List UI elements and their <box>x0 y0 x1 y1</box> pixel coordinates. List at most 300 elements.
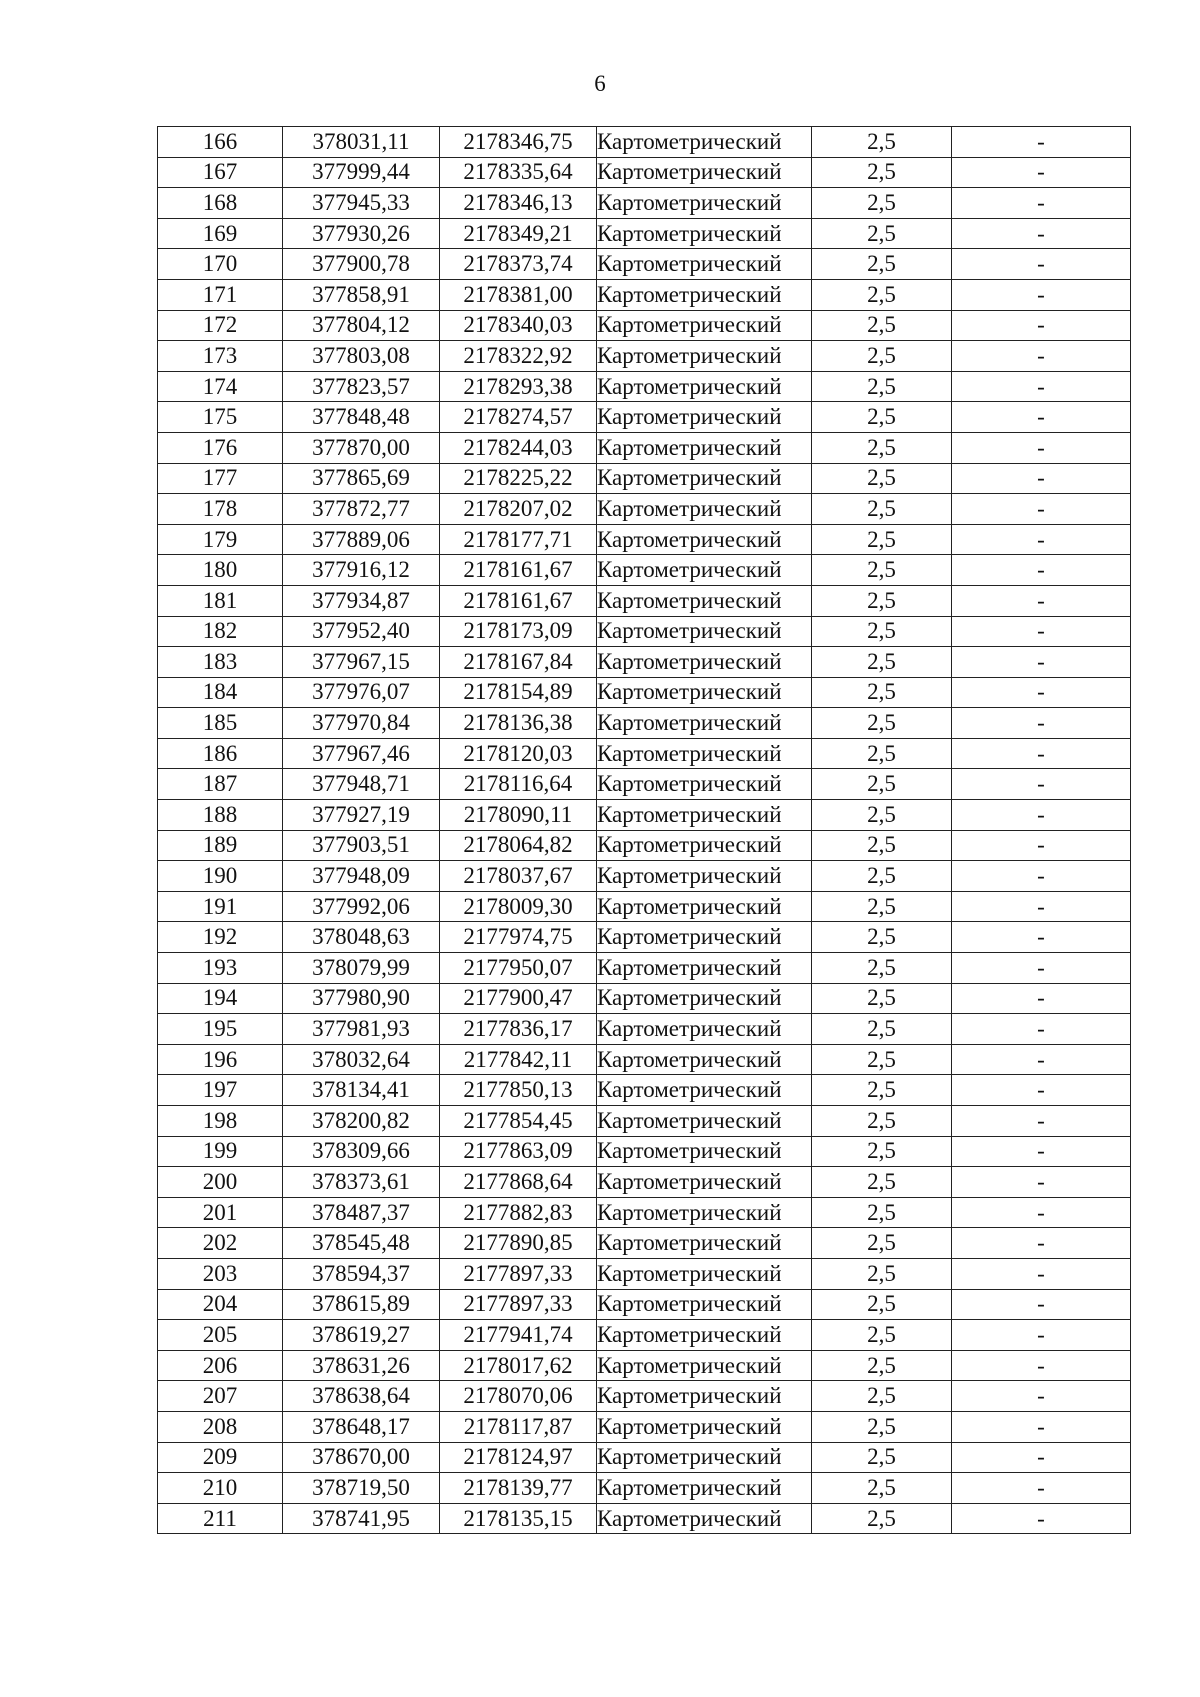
description-cell: - <box>952 769 1131 800</box>
table-row <box>158 800 1131 831</box>
x-coordinate-cell: 377804,12 <box>283 310 440 341</box>
description-cell: - <box>952 677 1131 708</box>
point-number-cell: 194 <box>158 983 283 1014</box>
point-number-cell: 191 <box>158 891 283 922</box>
description-cell: - <box>952 555 1131 586</box>
accuracy-cell: 2,5 <box>812 830 952 861</box>
method-cell: Картометрический <box>597 1197 812 1228</box>
table-row <box>158 1106 1131 1137</box>
point-number-cell: 200 <box>158 1167 283 1198</box>
method-cell: Картометрический <box>597 524 812 555</box>
x-coordinate-cell: 377934,87 <box>283 585 440 616</box>
point-number-cell: 203 <box>158 1258 283 1289</box>
point-number-cell: 210 <box>158 1473 283 1504</box>
point-number-cell: 197 <box>158 1075 283 1106</box>
description-cell: - <box>952 494 1131 525</box>
accuracy-cell: 2,5 <box>812 218 952 249</box>
y-coordinate-cell: 2177882,83 <box>440 1197 597 1228</box>
method-cell: Картометрический <box>597 861 812 892</box>
point-number-cell: 193 <box>158 953 283 984</box>
x-coordinate-cell: 378048,63 <box>283 922 440 953</box>
accuracy-cell: 2,5 <box>812 677 952 708</box>
description-cell: - <box>952 1167 1131 1198</box>
table-row <box>158 1473 1131 1504</box>
table-row <box>158 249 1131 280</box>
x-coordinate-cell: 378594,37 <box>283 1258 440 1289</box>
method-cell: Картометрический <box>597 1503 812 1534</box>
x-coordinate-cell: 377976,07 <box>283 677 440 708</box>
point-number-cell: 186 <box>158 738 283 769</box>
description-cell: - <box>952 127 1131 158</box>
x-coordinate-cell: 378719,50 <box>283 1473 440 1504</box>
x-coordinate-cell: 377948,71 <box>283 769 440 800</box>
table-row <box>158 1228 1131 1259</box>
point-number-cell: 202 <box>158 1228 283 1259</box>
description-cell: - <box>952 1136 1131 1167</box>
description-cell: - <box>952 922 1131 953</box>
description-cell: - <box>952 1228 1131 1259</box>
table-row <box>158 585 1131 616</box>
x-coordinate-cell: 377967,15 <box>283 647 440 678</box>
method-cell: Картометрический <box>597 371 812 402</box>
description-cell: - <box>952 1473 1131 1504</box>
method-cell: Картометрический <box>597 249 812 280</box>
method-cell: Картометрический <box>597 555 812 586</box>
y-coordinate-cell: 2178346,13 <box>440 188 597 219</box>
point-number-cell: 189 <box>158 830 283 861</box>
accuracy-cell: 2,5 <box>812 524 952 555</box>
point-number-cell: 187 <box>158 769 283 800</box>
point-number-cell: 184 <box>158 677 283 708</box>
point-number-cell: 196 <box>158 1044 283 1075</box>
y-coordinate-cell: 2177897,33 <box>440 1289 597 1320</box>
x-coordinate-cell: 377916,12 <box>283 555 440 586</box>
point-number-cell: 188 <box>158 800 283 831</box>
y-coordinate-cell: 2178207,02 <box>440 494 597 525</box>
table-row <box>158 1197 1131 1228</box>
description-cell: - <box>952 524 1131 555</box>
x-coordinate-cell: 377970,84 <box>283 708 440 739</box>
point-number-cell: 179 <box>158 524 283 555</box>
point-number-cell: 177 <box>158 463 283 494</box>
x-coordinate-cell: 377981,93 <box>283 1014 440 1045</box>
description-cell: - <box>952 861 1131 892</box>
accuracy-cell: 2,5 <box>812 432 952 463</box>
x-coordinate-cell: 378200,82 <box>283 1106 440 1137</box>
table-row <box>158 1258 1131 1289</box>
table-row <box>158 279 1131 310</box>
description-cell: - <box>952 1289 1131 1320</box>
description-cell: - <box>952 891 1131 922</box>
description-cell: - <box>952 218 1131 249</box>
y-coordinate-cell: 2177950,07 <box>440 953 597 984</box>
method-cell: Картометрический <box>597 494 812 525</box>
description-cell: - <box>952 341 1131 372</box>
table-row <box>158 738 1131 769</box>
point-number-cell: 198 <box>158 1106 283 1137</box>
point-number-cell: 201 <box>158 1197 283 1228</box>
point-number-cell: 209 <box>158 1442 283 1473</box>
description-cell: - <box>952 249 1131 280</box>
x-coordinate-cell: 378631,26 <box>283 1350 440 1381</box>
point-number-cell: 195 <box>158 1014 283 1045</box>
accuracy-cell: 2,5 <box>812 279 952 310</box>
point-number-cell: 183 <box>158 647 283 678</box>
method-cell: Картометрический <box>597 1014 812 1045</box>
table-row <box>158 677 1131 708</box>
y-coordinate-cell: 2178064,82 <box>440 830 597 861</box>
x-coordinate-cell: 377903,51 <box>283 830 440 861</box>
table-row <box>158 1014 1131 1045</box>
method-cell: Картометрический <box>597 188 812 219</box>
accuracy-cell: 2,5 <box>812 953 952 984</box>
method-cell: Картометрический <box>597 310 812 341</box>
x-coordinate-cell: 377858,91 <box>283 279 440 310</box>
table-row <box>158 555 1131 586</box>
accuracy-cell: 2,5 <box>812 1258 952 1289</box>
accuracy-cell: 2,5 <box>812 1228 952 1259</box>
method-cell: Картометрический <box>597 1228 812 1259</box>
method-cell: Картометрический <box>597 1075 812 1106</box>
accuracy-cell: 2,5 <box>812 1289 952 1320</box>
coordinates-table <box>157 126 1131 1534</box>
page-number: 6 <box>594 71 606 96</box>
table-row <box>158 616 1131 647</box>
table-row <box>158 1381 1131 1412</box>
method-cell: Картометрический <box>597 402 812 433</box>
description-cell: - <box>952 585 1131 616</box>
point-number-cell: 175 <box>158 402 283 433</box>
description-cell: - <box>952 279 1131 310</box>
y-coordinate-cell: 2178120,03 <box>440 738 597 769</box>
description-cell: - <box>952 1014 1131 1045</box>
y-coordinate-cell: 2177974,75 <box>440 922 597 953</box>
point-number-cell: 176 <box>158 432 283 463</box>
table-row <box>158 1503 1131 1534</box>
description-cell: - <box>952 310 1131 341</box>
x-coordinate-cell: 377945,33 <box>283 188 440 219</box>
coordinates-table-body <box>158 127 1131 1534</box>
y-coordinate-cell: 2177890,85 <box>440 1228 597 1259</box>
accuracy-cell: 2,5 <box>812 1442 952 1473</box>
table-row <box>158 1350 1131 1381</box>
description-cell: - <box>952 371 1131 402</box>
x-coordinate-cell: 377930,26 <box>283 218 440 249</box>
accuracy-cell: 2,5 <box>812 249 952 280</box>
y-coordinate-cell: 2178322,92 <box>440 341 597 372</box>
y-coordinate-cell: 2178090,11 <box>440 800 597 831</box>
y-coordinate-cell: 2178136,38 <box>440 708 597 739</box>
table-row <box>158 524 1131 555</box>
table-row <box>158 371 1131 402</box>
accuracy-cell: 2,5 <box>812 708 952 739</box>
accuracy-cell: 2,5 <box>812 1503 952 1534</box>
y-coordinate-cell: 2178373,74 <box>440 249 597 280</box>
description-cell: - <box>952 708 1131 739</box>
accuracy-cell: 2,5 <box>812 1350 952 1381</box>
description-cell: - <box>952 738 1131 769</box>
y-coordinate-cell: 2178349,21 <box>440 218 597 249</box>
y-coordinate-cell: 2178381,00 <box>440 279 597 310</box>
table-row <box>158 861 1131 892</box>
accuracy-cell: 2,5 <box>812 769 952 800</box>
table-row <box>158 708 1131 739</box>
y-coordinate-cell: 2178346,75 <box>440 127 597 158</box>
method-cell: Картометрический <box>597 800 812 831</box>
point-number-cell: 171 <box>158 279 283 310</box>
x-coordinate-cell: 377967,46 <box>283 738 440 769</box>
y-coordinate-cell: 2178274,57 <box>440 402 597 433</box>
point-number-cell: 199 <box>158 1136 283 1167</box>
method-cell: Картометрический <box>597 341 812 372</box>
accuracy-cell: 2,5 <box>812 983 952 1014</box>
description-cell: - <box>952 463 1131 494</box>
x-coordinate-cell: 378741,95 <box>283 1503 440 1534</box>
accuracy-cell: 2,5 <box>812 1197 952 1228</box>
table-row <box>158 402 1131 433</box>
x-coordinate-cell: 378545,48 <box>283 1228 440 1259</box>
x-coordinate-cell: 377948,09 <box>283 861 440 892</box>
method-cell: Картометрический <box>597 1289 812 1320</box>
description-cell: - <box>952 1106 1131 1137</box>
table-row <box>158 157 1131 188</box>
x-coordinate-cell: 377980,90 <box>283 983 440 1014</box>
accuracy-cell: 2,5 <box>812 555 952 586</box>
accuracy-cell: 2,5 <box>812 1411 952 1442</box>
accuracy-cell: 2,5 <box>812 1167 952 1198</box>
y-coordinate-cell: 2178340,03 <box>440 310 597 341</box>
y-coordinate-cell: 2178009,30 <box>440 891 597 922</box>
x-coordinate-cell: 377848,48 <box>283 402 440 433</box>
point-number-cell: 206 <box>158 1350 283 1381</box>
x-coordinate-cell: 378615,89 <box>283 1289 440 1320</box>
point-number-cell: 174 <box>158 371 283 402</box>
description-cell: - <box>952 1044 1131 1075</box>
method-cell: Картометрический <box>597 1167 812 1198</box>
table-row <box>158 1044 1131 1075</box>
accuracy-cell: 2,5 <box>812 1044 952 1075</box>
table-row <box>158 769 1131 800</box>
accuracy-cell: 2,5 <box>812 341 952 372</box>
x-coordinate-cell: 377952,40 <box>283 616 440 647</box>
table-row <box>158 1442 1131 1473</box>
point-number-cell: 211 <box>158 1503 283 1534</box>
table-row <box>158 432 1131 463</box>
description-cell: - <box>952 1350 1131 1381</box>
y-coordinate-cell: 2178017,62 <box>440 1350 597 1381</box>
table-row <box>158 1136 1131 1167</box>
point-number-cell: 182 <box>158 616 283 647</box>
accuracy-cell: 2,5 <box>812 1075 952 1106</box>
y-coordinate-cell: 2178173,09 <box>440 616 597 647</box>
point-number-cell: 180 <box>158 555 283 586</box>
method-cell: Картометрический <box>597 983 812 1014</box>
method-cell: Картометрический <box>597 1106 812 1137</box>
accuracy-cell: 2,5 <box>812 1136 952 1167</box>
method-cell: Картометрический <box>597 585 812 616</box>
point-number-cell: 192 <box>158 922 283 953</box>
description-cell: - <box>952 616 1131 647</box>
x-coordinate-cell: 377889,06 <box>283 524 440 555</box>
x-coordinate-cell: 378487,37 <box>283 1197 440 1228</box>
point-number-cell: 170 <box>158 249 283 280</box>
method-cell: Картометрический <box>597 218 812 249</box>
point-number-cell: 167 <box>158 157 283 188</box>
accuracy-cell: 2,5 <box>812 585 952 616</box>
point-number-cell: 208 <box>158 1411 283 1442</box>
x-coordinate-cell: 378638,64 <box>283 1381 440 1412</box>
y-coordinate-cell: 2178293,38 <box>440 371 597 402</box>
y-coordinate-cell: 2178335,64 <box>440 157 597 188</box>
method-cell: Картометрический <box>597 463 812 494</box>
description-cell: - <box>952 1381 1131 1412</box>
description-cell: - <box>952 983 1131 1014</box>
method-cell: Картометрический <box>597 708 812 739</box>
accuracy-cell: 2,5 <box>812 1014 952 1045</box>
description-cell: - <box>952 830 1131 861</box>
method-cell: Картометрический <box>597 1442 812 1473</box>
y-coordinate-cell: 2177850,13 <box>440 1075 597 1106</box>
y-coordinate-cell: 2178154,89 <box>440 677 597 708</box>
table-row <box>158 188 1131 219</box>
method-cell: Картометрический <box>597 1320 812 1351</box>
x-coordinate-cell: 378648,17 <box>283 1411 440 1442</box>
method-cell: Картометрический <box>597 1258 812 1289</box>
accuracy-cell: 2,5 <box>812 310 952 341</box>
accuracy-cell: 2,5 <box>812 647 952 678</box>
accuracy-cell: 2,5 <box>812 891 952 922</box>
table-row <box>158 463 1131 494</box>
x-coordinate-cell: 378079,99 <box>283 953 440 984</box>
description-cell: - <box>952 1258 1131 1289</box>
y-coordinate-cell: 2177854,45 <box>440 1106 597 1137</box>
point-number-cell: 205 <box>158 1320 283 1351</box>
method-cell: Картометрический <box>597 127 812 158</box>
y-coordinate-cell: 2177897,33 <box>440 1258 597 1289</box>
point-number-cell: 168 <box>158 188 283 219</box>
accuracy-cell: 2,5 <box>812 922 952 953</box>
x-coordinate-cell: 377870,00 <box>283 432 440 463</box>
description-cell: - <box>952 1411 1131 1442</box>
y-coordinate-cell: 2178139,77 <box>440 1473 597 1504</box>
y-coordinate-cell: 2178161,67 <box>440 555 597 586</box>
description-cell: - <box>952 1320 1131 1351</box>
description-cell: - <box>952 800 1131 831</box>
point-number-cell: 166 <box>158 127 283 158</box>
y-coordinate-cell: 2178116,64 <box>440 769 597 800</box>
table-row <box>158 647 1131 678</box>
table-row <box>158 494 1131 525</box>
method-cell: Картометрический <box>597 1381 812 1412</box>
method-cell: Картометрический <box>597 1136 812 1167</box>
table-row <box>158 891 1131 922</box>
method-cell: Картометрический <box>597 769 812 800</box>
method-cell: Картометрический <box>597 1350 812 1381</box>
table-row <box>158 1167 1131 1198</box>
table-row <box>158 310 1131 341</box>
x-coordinate-cell: 377823,57 <box>283 371 440 402</box>
method-cell: Картометрический <box>597 891 812 922</box>
method-cell: Картометрический <box>597 738 812 769</box>
method-cell: Картометрический <box>597 616 812 647</box>
method-cell: Картометрический <box>597 647 812 678</box>
table-row <box>158 983 1131 1014</box>
y-coordinate-cell: 2178177,71 <box>440 524 597 555</box>
y-coordinate-cell: 2178117,87 <box>440 1411 597 1442</box>
x-coordinate-cell: 377900,78 <box>283 249 440 280</box>
x-coordinate-cell: 378309,66 <box>283 1136 440 1167</box>
y-coordinate-cell: 2177941,74 <box>440 1320 597 1351</box>
x-coordinate-cell: 378031,11 <box>283 127 440 158</box>
description-cell: - <box>952 188 1131 219</box>
accuracy-cell: 2,5 <box>812 1320 952 1351</box>
y-coordinate-cell: 2177863,09 <box>440 1136 597 1167</box>
method-cell: Картометрический <box>597 953 812 984</box>
x-coordinate-cell: 378134,41 <box>283 1075 440 1106</box>
accuracy-cell: 2,5 <box>812 1381 952 1412</box>
point-number-cell: 178 <box>158 494 283 525</box>
y-coordinate-cell: 2177836,17 <box>440 1014 597 1045</box>
x-coordinate-cell: 377872,77 <box>283 494 440 525</box>
y-coordinate-cell: 2177868,64 <box>440 1167 597 1198</box>
point-number-cell: 190 <box>158 861 283 892</box>
y-coordinate-cell: 2178167,84 <box>440 647 597 678</box>
description-cell: - <box>952 1442 1131 1473</box>
accuracy-cell: 2,5 <box>812 402 952 433</box>
point-number-cell: 207 <box>158 1381 283 1412</box>
description-cell: - <box>952 1503 1131 1534</box>
description-cell: - <box>952 1075 1131 1106</box>
table-row <box>158 1411 1131 1442</box>
point-number-cell: 181 <box>158 585 283 616</box>
x-coordinate-cell: 377927,19 <box>283 800 440 831</box>
point-number-cell: 169 <box>158 218 283 249</box>
point-number-cell: 172 <box>158 310 283 341</box>
description-cell: - <box>952 432 1131 463</box>
method-cell: Картометрический <box>597 1411 812 1442</box>
x-coordinate-cell: 378373,61 <box>283 1167 440 1198</box>
method-cell: Картометрический <box>597 1044 812 1075</box>
method-cell: Картометрический <box>597 1473 812 1504</box>
method-cell: Картометрический <box>597 922 812 953</box>
accuracy-cell: 2,5 <box>812 494 952 525</box>
table-row <box>158 218 1131 249</box>
x-coordinate-cell: 377865,69 <box>283 463 440 494</box>
y-coordinate-cell: 2178135,15 <box>440 1503 597 1534</box>
y-coordinate-cell: 2177842,11 <box>440 1044 597 1075</box>
table-row <box>158 341 1131 372</box>
accuracy-cell: 2,5 <box>812 371 952 402</box>
y-coordinate-cell: 2178244,03 <box>440 432 597 463</box>
y-coordinate-cell: 2178124,97 <box>440 1442 597 1473</box>
accuracy-cell: 2,5 <box>812 800 952 831</box>
point-number-cell: 204 <box>158 1289 283 1320</box>
accuracy-cell: 2,5 <box>812 127 952 158</box>
description-cell: - <box>952 402 1131 433</box>
point-number-cell: 173 <box>158 341 283 372</box>
x-coordinate-cell: 378619,27 <box>283 1320 440 1351</box>
x-coordinate-cell: 377803,08 <box>283 341 440 372</box>
accuracy-cell: 2,5 <box>812 616 952 647</box>
table-row <box>158 922 1131 953</box>
description-cell: - <box>952 157 1131 188</box>
point-number-cell: 185 <box>158 708 283 739</box>
accuracy-cell: 2,5 <box>812 463 952 494</box>
method-cell: Картометрический <box>597 157 812 188</box>
accuracy-cell: 2,5 <box>812 157 952 188</box>
method-cell: Картометрический <box>597 830 812 861</box>
x-coordinate-cell: 378670,00 <box>283 1442 440 1473</box>
